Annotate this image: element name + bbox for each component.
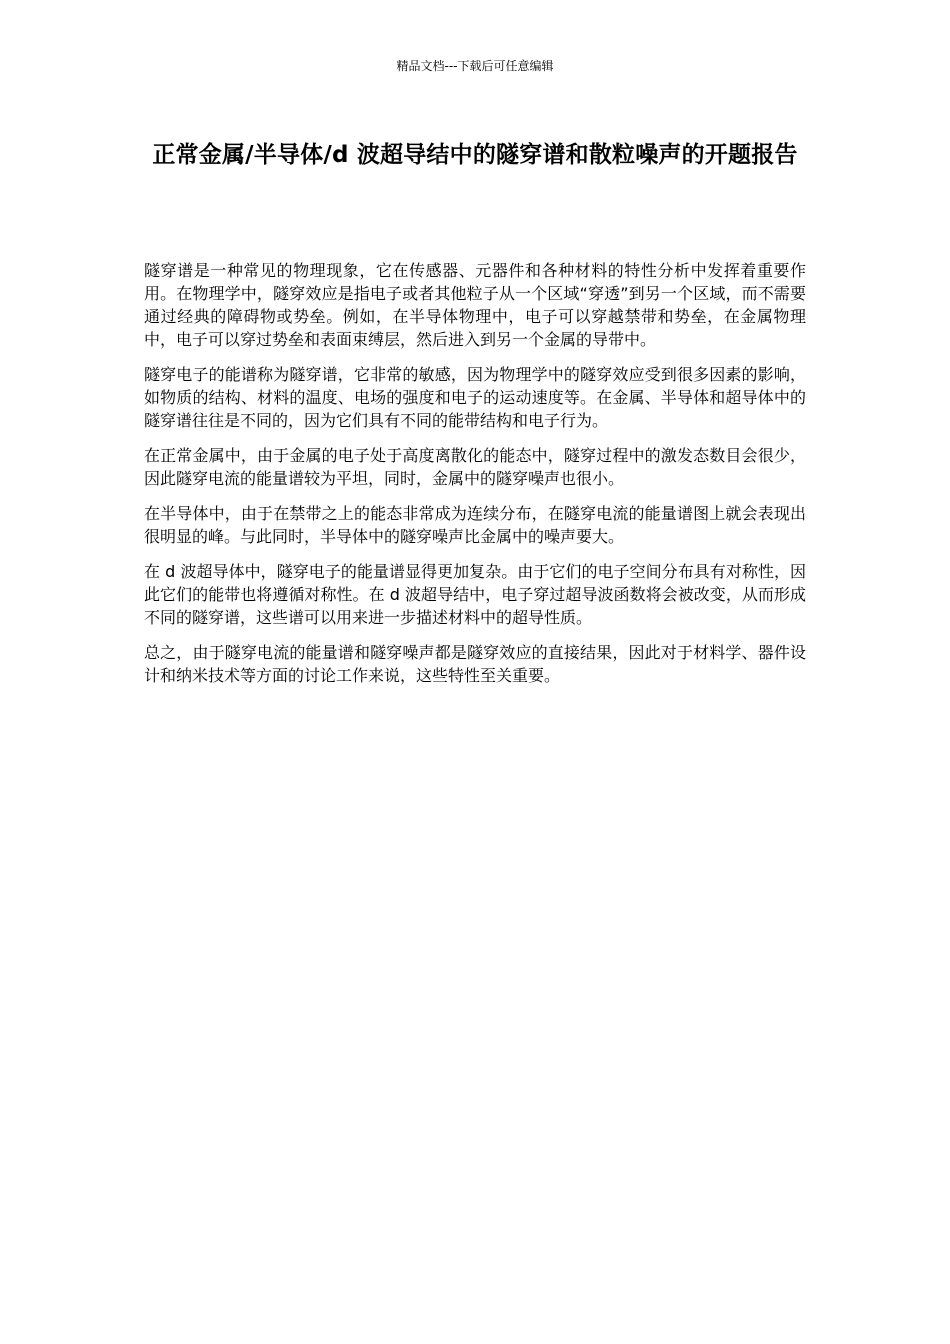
- body-paragraph: 隧穿电子的能谱称为隧穿谱，它非常的敏感，因为物理学中的隧穿效应受到很多因素的影响，如物质的结构、材料的温度、电场的强度和电子的运动速度等。在金属、半导体和超导体中的隧穿谱往往是不同的，因为它们具有不同的能带结构和电子行为。: [144, 365, 806, 430]
- document-title: 正常金属/半导体/d 波超导结中的隧穿谱和散粒噪声的开题报告: [152, 142, 798, 168]
- document-body: [144, 259, 806, 699]
- body-paragraph: 在半导体中，由于在禁带之上的能态非常成为连续分布，在隧穿电流的能量谱图上就会表现出很明显的峰。与此同时，半导体中的隧穿噪声比金属中的噪声要大。: [144, 504, 806, 546]
- body-paragraph: 总之，由于隧穿电流的能量谱和隧穿噪声都是隧穿效应的直接结果，因此对于材料学、器件设计和纳米技术等方面的讨论工作来说，这些特性至关重要。: [144, 643, 806, 685]
- body-paragraph: 隧穿谱是一种常见的物理现象，它在传感器、元器件和各种材料的特性分析中发挥着重要作用。在物理学中，隧穿效应是指电子或者其他粒子从一个区域“穿透”到另一个区域，而不需要通过经典的障碍物或势垒。例如，在半导体物理中，电子可以穿越禁带和势垒，在金属物理中，电子可以穿过势垒和表面束缚层，然后进入到另一个金属的导带中。: [144, 261, 806, 349]
- page-header: 精品文档---下载后可任意编辑: [396, 59, 554, 73]
- body-paragraph: 在 d 波超导体中，隧穿电子的能量谱显得更加复杂。由于它们的电子空间分布具有对称性，因此它们的能带也将遵循对称性。在 d 波超导结中，电子穿过超导波函数将会被改变，从而形成不同的隧穿谱，这些谱可以用来进一步描述材料中的超导性质。: [144, 562, 806, 627]
- body-paragraph: 在正常金属中，由于金属的电子处于高度离散化的能态中，隧穿过程中的激发态数目会很少，因此隧穿电流的能量谱较为平坦，同时，金属中的隧穿噪声也很小。: [144, 446, 806, 488]
